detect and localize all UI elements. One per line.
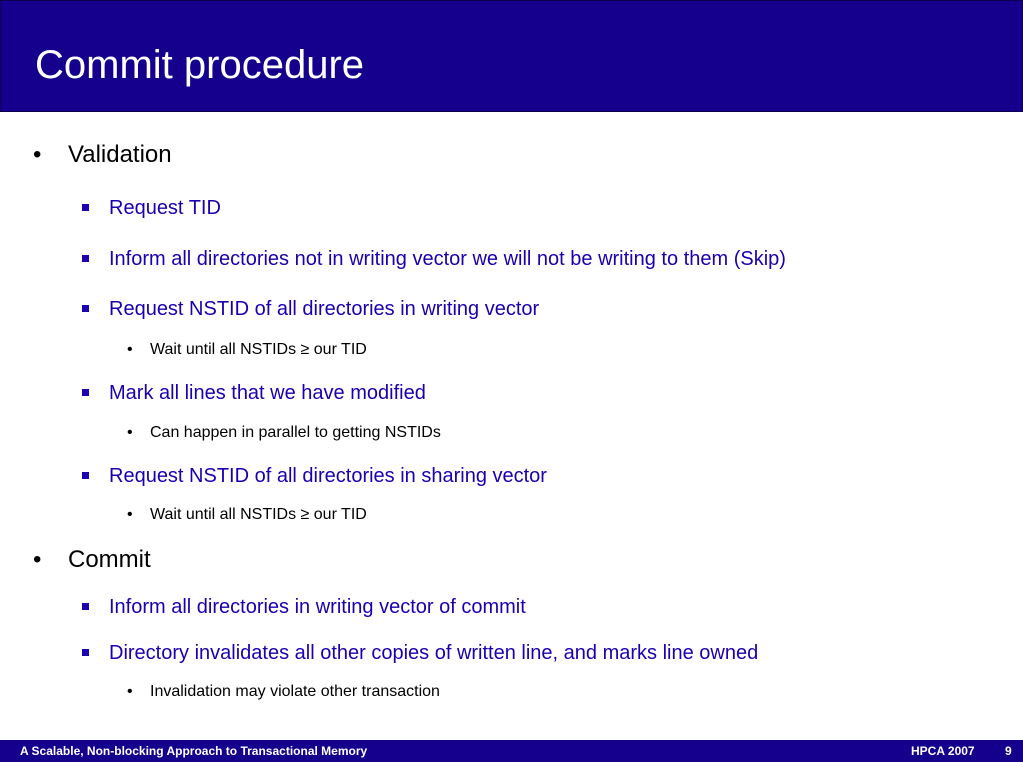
sub-sub-bullet-text: Wait until all NSTIDs ≥ our TID xyxy=(150,506,367,523)
small-bullet-icon: • xyxy=(127,424,133,441)
square-bullet-icon xyxy=(82,204,89,211)
sub-bullet-text: Request NSTID of all directories in sharing vector xyxy=(109,465,547,487)
sub-bullet-text: Request TID xyxy=(109,197,221,219)
square-bullet-icon xyxy=(82,389,89,396)
slide-title: Commit procedure xyxy=(35,43,365,87)
sub-bullet-text: Directory invalidates all other copies of written line, and marks line owned xyxy=(109,642,759,664)
square-bullet-icon xyxy=(82,472,89,479)
square-bullet-icon xyxy=(82,603,89,610)
small-bullet-icon: • xyxy=(127,683,133,700)
sub-sub-bullet-text: Can happen in parallel to getting NSTIDs xyxy=(150,424,441,441)
sub-sub-bullet-text: Wait until all NSTIDs ≥ our TID xyxy=(150,341,367,358)
square-bullet-icon xyxy=(82,305,89,312)
footer-bar xyxy=(0,740,1023,762)
bullet-text: Validation xyxy=(68,141,172,168)
square-bullet-icon xyxy=(82,255,89,262)
footer-presentation-title: A Scalable, Non-blocking Approach to Transactional Memory xyxy=(20,744,368,758)
sub-bullet-text: Mark all lines that we have modified xyxy=(109,382,426,404)
square-bullet-icon xyxy=(82,649,89,656)
sub-bullet-text: Request NSTID of all directories in writing vector xyxy=(109,298,540,320)
footer-venue: HPCA 2007 xyxy=(911,744,975,758)
sub-bullet-text: Inform all directories not in writing vector we will not be writing to them (Skip) xyxy=(109,248,786,270)
sub-bullet-text: Inform all directories in writing vector of commit xyxy=(109,596,526,618)
round-bullet-icon: • xyxy=(33,141,42,168)
small-bullet-icon: • xyxy=(127,341,133,358)
sub-sub-bullet-text: Invalidation may violate other transaction xyxy=(150,683,440,700)
small-bullet-icon: • xyxy=(127,506,133,523)
round-bullet-icon: • xyxy=(33,546,42,573)
bullet-text: Commit xyxy=(68,546,151,573)
footer-page-number: 9 xyxy=(1005,744,1012,758)
